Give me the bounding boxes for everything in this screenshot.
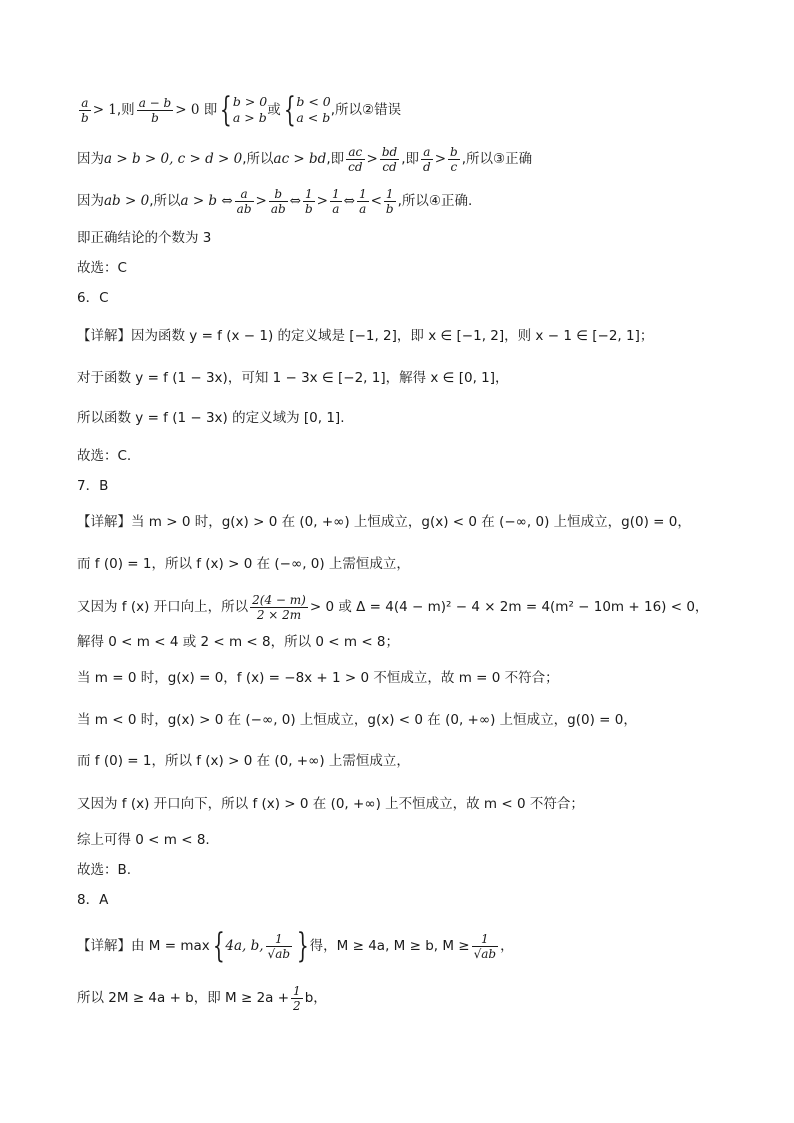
denominator: √ab bbox=[473, 946, 497, 961]
denominator: cd bbox=[382, 159, 397, 174]
inequality-system-2 bbox=[296, 94, 330, 126]
system-row: a < b bbox=[296, 110, 331, 125]
system-row: a > b bbox=[232, 110, 267, 125]
fraction-one-half bbox=[291, 984, 303, 1013]
line-count-conclusion: 即正确结论的个数为 3 bbox=[77, 230, 212, 246]
q6-line-1: 【详解】因为函数 y = f (x − 1) 的定义域是 [−1, 2]，即 x ∈ [−1, 2]，则 x − 1 ∈ [−2, 1]； bbox=[77, 328, 654, 344]
math-symbol: > bbox=[434, 151, 447, 167]
numerator: b bbox=[450, 144, 458, 159]
q6-line-3: 所以函数 y = f (1 − 3x) 的定义域为 [0, 1]. bbox=[77, 410, 345, 426]
right-brace: } bbox=[296, 926, 309, 966]
q6-line-2: 对于函数 y = f (1 − 3x)，可知 1 − 3x ∈ [−2, 1]，解得 x ∈ [0, 1]， bbox=[77, 370, 509, 386]
q7-line-4: 解得 0 < m < 4 或 2 < m < 8，所以 0 < m < 8； bbox=[77, 634, 400, 650]
q7-line-2: 而 f (0) = 1，所以 f (x) > 0 在 (−∞, 0) 上需恒成立， bbox=[77, 556, 410, 572]
denominator: b bbox=[81, 110, 89, 125]
line-2 bbox=[77, 143, 532, 175]
fraction-1-over-sqrt-ab bbox=[266, 932, 292, 961]
numerator: 1 bbox=[293, 983, 301, 998]
numerator: 1 bbox=[266, 932, 292, 947]
numerator: a bbox=[79, 96, 91, 111]
text-segment: 因为 bbox=[77, 151, 104, 167]
text-segment: 或 bbox=[267, 102, 281, 118]
q7-line-9: 综上可得 0 < m < 8. bbox=[77, 832, 210, 848]
math-symbol: > bbox=[366, 151, 378, 167]
numerator: 1 bbox=[384, 187, 396, 202]
math-segment: ab > 0 bbox=[104, 193, 150, 209]
system-row: b > 0 bbox=[232, 94, 268, 109]
math-segment: a > b ⇔ bbox=[180, 193, 233, 209]
q7-line-5: 当 m = 0 时，g(x) = 0，f (x) = −8x + 1 > 0 不恒成立，故 m = 0 不符合； bbox=[77, 670, 559, 686]
text-segment: ,所以④正确. bbox=[397, 193, 473, 209]
denominator: c bbox=[450, 159, 458, 174]
text-segment: ,所以②错误 bbox=[330, 102, 402, 118]
fraction-1-over-a bbox=[330, 187, 342, 216]
denominator: a bbox=[332, 201, 340, 216]
text-segment: > 0 即 bbox=[175, 102, 218, 118]
denominator: b bbox=[385, 201, 394, 216]
math-symbol: > bbox=[316, 193, 328, 209]
denominator: 2 × 2m bbox=[256, 607, 302, 622]
q7-heading: 7．B bbox=[77, 478, 109, 494]
numerator: b bbox=[269, 187, 288, 202]
numerator: bd bbox=[381, 144, 398, 159]
text-segment: b， bbox=[304, 990, 327, 1006]
numerator: 1 bbox=[472, 932, 498, 947]
left-brace: { bbox=[220, 90, 232, 130]
fraction-ac-over-cd bbox=[346, 145, 364, 174]
math-segment: a > b > 0, c > d > 0 bbox=[104, 151, 243, 167]
q7-answer: 故选：B. bbox=[77, 862, 132, 878]
numerator: 1 bbox=[331, 186, 340, 201]
numerator: 1 bbox=[303, 187, 315, 202]
line-answer-5: 故选：C bbox=[77, 260, 127, 276]
text-segment: ,所以③正确 bbox=[461, 151, 533, 167]
q8-line-1 bbox=[77, 926, 514, 966]
math-segment: ac > bd bbox=[273, 151, 327, 167]
denominator: 2 bbox=[293, 998, 301, 1013]
q6-heading: 6．C bbox=[77, 290, 109, 306]
numerator: ac bbox=[346, 145, 364, 160]
left-brace: { bbox=[283, 90, 296, 130]
fraction-1-over-b-2 bbox=[384, 187, 396, 216]
numerator: a bbox=[235, 187, 254, 202]
text-segment: 又因为 f (x) 开口向上，所以 bbox=[77, 599, 249, 615]
denominator: b bbox=[151, 110, 159, 125]
denominator: cd bbox=[348, 159, 363, 174]
text-segment: ,所以 bbox=[242, 151, 274, 167]
fraction-b-over-ab bbox=[269, 187, 288, 216]
text-segment: 所以 2M ≥ 4a + b，即 M ≥ 2a + bbox=[77, 990, 290, 1006]
fraction-a-over-d bbox=[421, 145, 433, 174]
fraction-a-over-ab bbox=[235, 187, 254, 216]
fraction-1-over-b bbox=[303, 187, 315, 216]
q7-line-1: 【详解】当 m > 0 时，g(x) > 0 在 (0, +∞) 上恒成立，g(x) < 0 在 (−∞, 0) 上恒成立，g(0) = 0， bbox=[77, 514, 691, 530]
text-segment: 因为 bbox=[77, 193, 104, 209]
text-segment: 得，M ≥ 4a, M ≥ b, M ≥ bbox=[309, 938, 470, 954]
numerator: 2(4 − m) bbox=[252, 592, 306, 607]
fraction-b-over-c bbox=[448, 145, 460, 174]
q7-line-3 bbox=[77, 590, 708, 624]
fraction-bd-over-cd bbox=[380, 145, 399, 174]
fraction-a-minus-b-over-b bbox=[137, 96, 174, 125]
math-symbol: ⇔ bbox=[289, 193, 301, 209]
math-segment: 4a, b, bbox=[225, 938, 264, 954]
q7-line-8: 又因为 f (x) 开口向下，所以 f (x) > 0 在 (0, +∞) 上不恒成立，故 m < 0 不符合； bbox=[77, 796, 584, 812]
numerator: a − b bbox=[138, 95, 172, 110]
text-segment: ， bbox=[500, 938, 514, 954]
q7-line-7: 而 f (0) = 1，所以 f (x) > 0 在 (0, +∞) 上需恒成立， bbox=[77, 753, 410, 769]
math-symbol: > 1 bbox=[92, 102, 117, 118]
q8-line-2 bbox=[77, 980, 327, 1016]
line-3 bbox=[77, 185, 472, 217]
system-row: b < 0 bbox=[296, 94, 331, 109]
line-1 bbox=[77, 92, 401, 128]
math-symbol: < bbox=[370, 193, 382, 209]
denominator: b bbox=[304, 201, 313, 216]
fraction-a-over-b bbox=[79, 96, 91, 125]
fraction-1-over-a-2 bbox=[357, 187, 369, 216]
inequality-system-1 bbox=[233, 94, 267, 126]
denominator: a bbox=[359, 201, 367, 216]
numerator: 1 bbox=[358, 186, 367, 201]
text-segment: ,则 bbox=[116, 102, 135, 118]
numerator: a bbox=[421, 145, 433, 160]
denominator: ab bbox=[270, 201, 286, 216]
text-segment: ,即 bbox=[401, 151, 420, 167]
math-symbol: ⇔ bbox=[343, 193, 355, 209]
denominator: ab bbox=[236, 201, 252, 216]
denominator: √ab bbox=[267, 946, 291, 961]
left-brace: { bbox=[212, 926, 225, 966]
text-segment: 【详解】由 M = max bbox=[77, 938, 210, 954]
denominator: d bbox=[423, 159, 431, 174]
fraction-1-over-sqrt-ab-2 bbox=[472, 932, 498, 961]
q7-line-6: 当 m < 0 时，g(x) > 0 在 (−∞, 0) 上恒成立，g(x) < 0 在 (0, +∞) 上恒成立，g(0) = 0， bbox=[77, 712, 637, 728]
q8-heading: 8．A bbox=[77, 892, 109, 908]
text-segment: > 0 或 Δ = 4(4 − m)² − 4 × 2m = 4(m² − 10m + 16) < 0， bbox=[309, 599, 709, 615]
text-segment: ,即 bbox=[326, 151, 345, 167]
text-segment: ,所以 bbox=[149, 193, 181, 209]
q6-answer: 故选：C. bbox=[77, 448, 132, 464]
fraction-vertex bbox=[250, 593, 308, 622]
math-symbol: > bbox=[255, 193, 267, 209]
